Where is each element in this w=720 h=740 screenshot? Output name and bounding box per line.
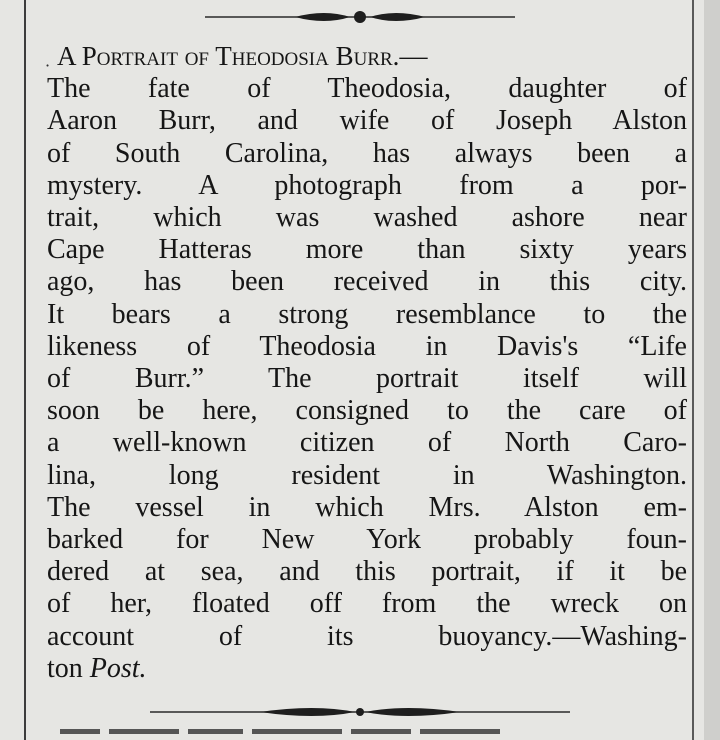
right-column-rule [692, 0, 694, 740]
left-column-rule [24, 0, 26, 740]
article-line: dered at sea, and this portrait, if it be [47, 556, 687, 588]
article-line: barked for New York probably foun- [47, 524, 687, 556]
article-line: lina, long resident in Washington. [47, 459, 687, 491]
headline: A Portrait of Theodosia Burr. [57, 41, 400, 71]
bottom-ornament-divider [150, 703, 570, 721]
article-line: of her, floated off from the wreck on [47, 588, 687, 620]
article-line: The vessel in which Mrs. Alston em- [47, 491, 687, 523]
article-line: soon be here, consigned to the care of [47, 395, 687, 427]
article-line: account of its buoyancy.—Washing- [47, 620, 687, 652]
article-body [47, 40, 687, 685]
adjacent-column-edge [704, 0, 720, 740]
article-line: Cape Hatteras more than sixty years [47, 234, 687, 266]
article-line: likeness of Theodosia in Davis's “Life [47, 330, 687, 362]
article-line: The fate of Theodosia, daughter of [47, 73, 687, 105]
article-line: of South Carolina, has always been a [47, 137, 687, 169]
article-line: of Burr.” The portrait itself will [47, 363, 687, 395]
headline-line [47, 40, 687, 73]
article-line: ago, has been received in this city. [47, 266, 687, 298]
source-name: Post. [89, 652, 147, 684]
article-line: It bears a strong resemblance to the [47, 298, 687, 330]
top-ornament-divider [205, 6, 515, 28]
next-article-fragment [60, 729, 660, 740]
closing-line [47, 653, 687, 685]
closing-prefix: ton [47, 652, 90, 684]
article-line: trait, which was washed ashore near [47, 202, 687, 234]
headline-dash: — [399, 41, 428, 72]
article-line: a well-known citizen of North Caro- [47, 427, 687, 459]
article-line: Aaron Burr, and wife of Joseph Alston [47, 105, 687, 137]
print-speck: · [45, 56, 51, 75]
article-line: mystery. A photograph from a por- [47, 169, 687, 201]
